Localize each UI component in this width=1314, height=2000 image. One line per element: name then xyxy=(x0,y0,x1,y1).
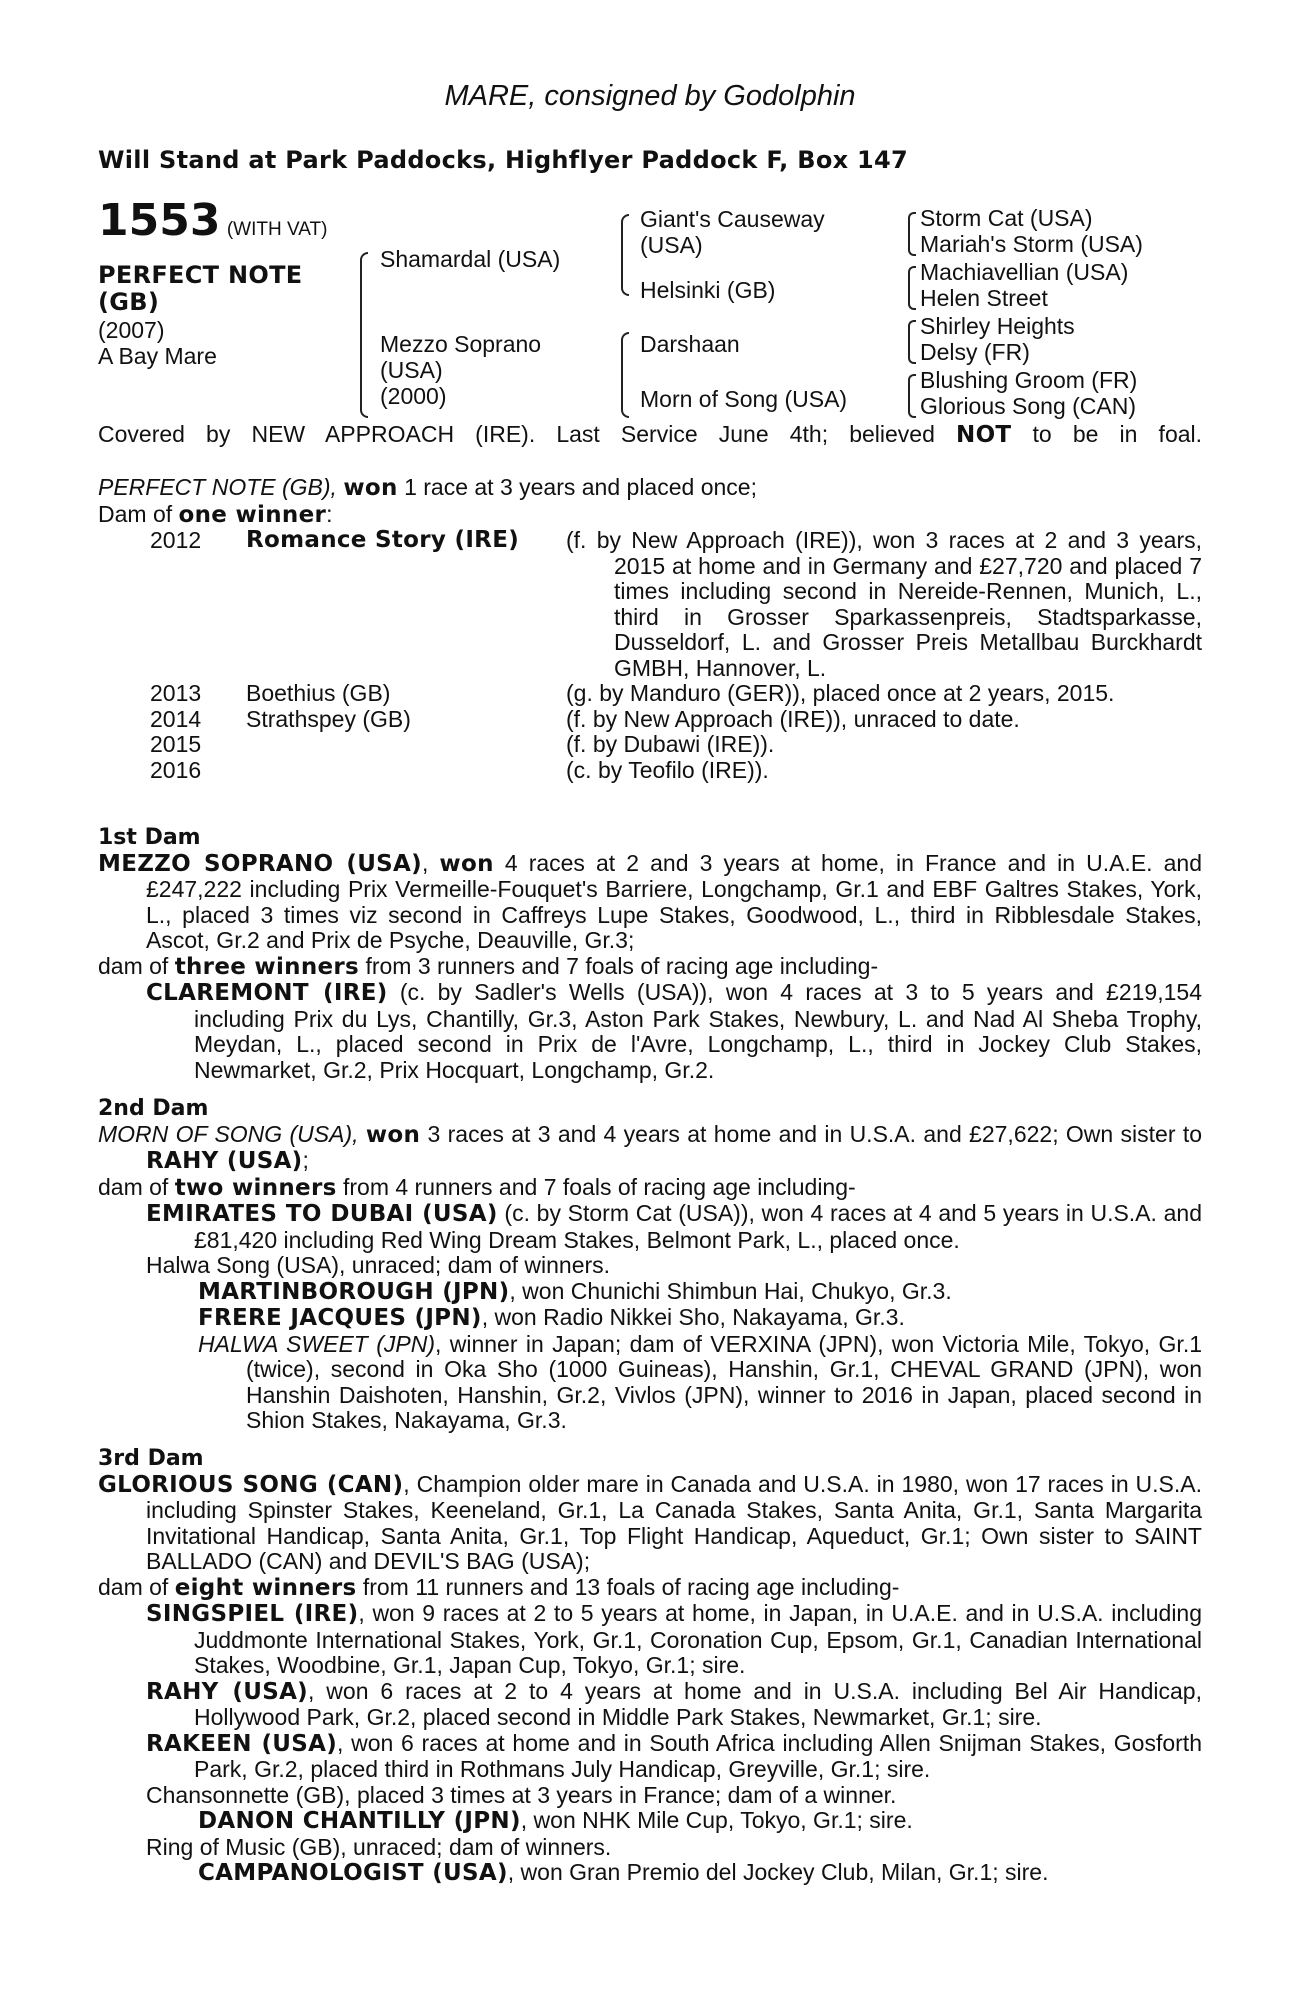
produce-details xyxy=(566,732,1202,758)
pedigree-sire-dam: Helsinki (GB) xyxy=(640,277,776,303)
sibling-name: RAHY (USA) xyxy=(146,1148,303,1174)
produce-details xyxy=(566,758,1202,784)
first-dam-heading: 1st Dam xyxy=(98,825,201,850)
horse-name: SINGSPIEL (IRE) xyxy=(146,1601,359,1627)
claremont-record xyxy=(146,980,1202,1083)
winner-count: two winners xyxy=(174,1174,337,1201)
third-dam-produce xyxy=(98,1575,1202,1602)
horse-record: , won 9 races at 2 to 5 years at home, in Japan, in U.A.E. and in U.S.A. including Juddmonte International Stakes, York, Gr.1, Coronation Cup, Epsom, Gr.1, Canadian International Stakes, Woodbine, Gr.1, Japan Cup, Tokyo, Gr.1; sire. xyxy=(194,1600,1203,1678)
winner-count: three winners xyxy=(174,953,360,980)
horse-name-line1: PERFECT NOTE xyxy=(98,261,303,289)
frere-jacques-entry xyxy=(98,1305,1202,1332)
produce-name: Strathspey (GB) xyxy=(246,705,411,732)
foal-count: from 3 runners and 7 foals of racing age including- xyxy=(365,952,879,979)
horse-record: , won NHK Mile Cup, Tokyo, Gr.1; sire. xyxy=(520,1807,913,1833)
halwa-sweet-record xyxy=(198,1332,1202,1434)
first-dam-text: 4 races at 2 and 3 years at home, in France and in U.A.E. and £247,222 including Prix Vermeille-Fouquet's Barriere, Longchamp, Gr.1 and EBF Galtres Stakes, York, L., placed 3 times viz second in Caffreys Lupe Stakes, Goodwood, L., third in Ribblesdale Stakes, Ascot, Gr.2 and Prix de Psyche, Deauville, Gr.3; xyxy=(146,849,1202,953)
pedigree-ss-country: (USA) xyxy=(640,232,703,258)
horse-name: DANON CHANTILLY (JPN) xyxy=(198,1808,521,1834)
pedigree-dss: Shirley Heights xyxy=(920,313,1075,339)
pedigree-brace-3a xyxy=(908,212,916,256)
second-dam-text: 3 races at 3 and 4 years at home and in U.S.A. and £27,622; Own sister to xyxy=(427,1120,1203,1147)
winner-count: eight winners xyxy=(174,1574,357,1601)
pedigree-sire-sire xyxy=(640,206,825,258)
horse-name: HALWA SWEET (JPN) xyxy=(198,1330,435,1357)
foal-count: from 4 runners and 7 foals of racing age including- xyxy=(342,1173,856,1200)
produce-details-text: (c. by Teofilo (IRE)). xyxy=(566,756,769,783)
produce-name: Boethius (GB) xyxy=(246,680,391,706)
martinborough-entry xyxy=(98,1279,1202,1306)
won-word: won xyxy=(365,1121,421,1148)
pedigree-ssd: Mariah's Storm (USA) xyxy=(920,231,1143,257)
horse-name-line2: (GB) xyxy=(98,288,160,316)
pedigree-sss: Storm Cat (USA) xyxy=(920,205,1093,231)
campanologist-entry xyxy=(98,1860,1202,1887)
pedigree-dsd: Delsy (FR) xyxy=(920,339,1030,365)
chansonnette-entry: Chansonnette (GB), placed 3 times at 3 years in France; dam of a winner. xyxy=(146,1781,897,1808)
claremont-entry xyxy=(98,980,1202,1083)
dam-of-label: dam of xyxy=(98,1173,169,1200)
pedigree-sds: Machiavellian (USA) xyxy=(920,259,1129,285)
horse-record: , won 6 races at 2 to 4 years at home and in U.S.A. including Bel Air Handicap, Hollywood Park, Gr.2, placed second in Middle Park Stakes, Newmarket, Gr.1; sire. xyxy=(194,1677,1202,1730)
horse-record: , won Radio Nikkei Sho, Nakayama, Gr.3. xyxy=(481,1304,905,1330)
rakeen-entry xyxy=(98,1731,1202,1783)
pedigree-brace-gen1 xyxy=(360,252,368,418)
pedigree-brace-3b xyxy=(908,266,916,310)
produce-details xyxy=(566,681,1202,707)
halwa-song-entry: Halwa Song (USA), unraced; dam of winners. xyxy=(146,1252,611,1278)
pedigree-brace-sire xyxy=(621,214,629,296)
horse-name: RAKEEN (USA) xyxy=(146,1730,338,1757)
pedigree-dam-year: (2000) xyxy=(380,383,447,409)
second-dam-name: MORN OF SONG (USA), xyxy=(98,1120,359,1147)
pedigree-sdd: Helen Street xyxy=(920,285,1048,311)
horse-name: EMIRATES TO DUBAI (USA) xyxy=(146,1201,498,1227)
dam-of-label: dam of xyxy=(98,952,169,979)
punct: ; xyxy=(302,1147,309,1173)
pedigree-brace-dam xyxy=(621,332,629,418)
singspiel-record xyxy=(146,1601,1202,1679)
won-word: won xyxy=(439,850,494,877)
covered-not: NOT xyxy=(956,422,1012,448)
race-record: 1 race at 3 years and placed once; xyxy=(404,474,757,500)
produce-year: 2015 xyxy=(150,731,202,757)
dam-of-label: dam of xyxy=(98,1573,169,1600)
produce-year: 2016 xyxy=(150,756,202,783)
rakeen-record xyxy=(146,1731,1202,1783)
rahy-entry xyxy=(98,1679,1202,1731)
produce-name xyxy=(246,758,566,784)
horse-name: CLAREMONT (IRE) xyxy=(146,980,388,1006)
pedigree-brace-3c xyxy=(908,320,916,364)
produce-row xyxy=(98,707,1202,733)
horse-name: RAHY (USA) xyxy=(146,1678,308,1705)
produce-details-text: (f. by New Approach (IRE)), unraced to date. xyxy=(566,705,1020,732)
covered-text: Covered by NEW APPROACH (IRE). Last Service June 4th; believed xyxy=(98,421,935,447)
lot-number-line xyxy=(98,195,328,246)
produce-row xyxy=(98,681,1202,707)
won-word: won xyxy=(343,475,398,501)
mare-name: PERFECT NOTE (GB), xyxy=(98,474,337,500)
third-dam-heading: 3rd Dam xyxy=(98,1446,204,1471)
covered-end: to be in foal. xyxy=(1032,421,1203,447)
produce-details-text: (g. by Manduro (GER)), placed once at 2 years, 2015. xyxy=(566,680,1115,706)
danon-chantilly-entry xyxy=(98,1808,1202,1835)
vat-note: (WITH VAT) xyxy=(226,219,328,240)
produce-row xyxy=(98,732,1202,758)
horse-name: MARTINBOROUGH (JPN) xyxy=(198,1278,510,1305)
page-title: MARE, consigned by Godolphin xyxy=(444,80,856,112)
ring-of-music-entry: Ring of Music (GB), unraced; dam of winners. xyxy=(146,1833,612,1860)
horse-description: A Bay Mare xyxy=(98,343,217,369)
produce-details xyxy=(566,528,1202,681)
third-dam-section xyxy=(98,1446,1202,1887)
pedigree-dam xyxy=(380,331,541,409)
second-dam-heading: 2nd Dam xyxy=(98,1096,209,1121)
pedigree-brace-3d xyxy=(908,374,916,418)
horse-record: , won Chunichi Shimbun Hai, Chukyo, Gr.3. xyxy=(509,1277,952,1304)
pedigree-dam-sire: Darshaan xyxy=(640,331,740,357)
produce-details xyxy=(566,707,1202,733)
pedigree-ddd: Glorious Song (CAN) xyxy=(920,393,1137,419)
produce-details-text: (f. by Dubawi (IRE)). xyxy=(566,731,775,757)
dam-of-label: Dam of xyxy=(98,500,173,527)
horse-name: FRERE JACQUES (JPN) xyxy=(198,1305,482,1331)
stand-location: Will Stand at Park Paddocks, Highflyer Paddock F, Box 147 xyxy=(98,146,909,174)
horse-name: CAMPANOLOGIST (USA) xyxy=(198,1860,508,1886)
horse-record: , winner in Japan; dam of VERXINA (JPN), won Victoria Mile, Tokyo, Gr.1 (twice), second in Oka Sho (1000 Guineas), Hanshin, Gr.1, CHEVAL GRAND (JPN), won Hanshin Daishoten, Hanshin, Gr.2, Vivlos (JPN), winner to 2016 in Japan, placed second in Shion Stakes, Nakayama, Gr.3. xyxy=(246,1330,1202,1433)
lot-number: 1553 xyxy=(98,195,221,246)
horse-record: , won 6 races at home and in South Africa including Allen Snijman Stakes, Gosforth Park, Gr.2, placed third in Rothmans July Handicap, Greyville, Gr.1; sire. xyxy=(194,1729,1202,1782)
produce-row xyxy=(98,758,1202,784)
produce-year: 2013 xyxy=(150,680,202,706)
halwa-sweet-entry xyxy=(98,1332,1202,1434)
pedigree-dds: Blushing Groom (FR) xyxy=(920,367,1138,393)
singspiel-entry xyxy=(98,1601,1202,1679)
colon: : xyxy=(326,500,333,527)
second-dam-section xyxy=(98,1096,1202,1434)
first-dam-name: MEZZO SOPRANO (USA) xyxy=(98,850,422,877)
emirates-entry xyxy=(98,1201,1202,1253)
third-dam-text: , Champion older mare in Canada and U.S.A. in 1980, won 17 races in U.S.A. including Spinster Stakes, Keeneland, Gr.1, La Canada Stakes, Santa Anita, Gr.1, Santa Margarita Invitational Handicap, Santa Anita, Gr.1, Top Flight Handicap, Aqueduct, Gr.1; Own sister to SAINT BALLADO (CAN) and DEVIL'S BAG (USA); xyxy=(146,1470,1202,1574)
horse-name xyxy=(98,262,302,316)
first-dam-produce xyxy=(98,954,1202,981)
third-dam-name: GLORIOUS SONG (CAN) xyxy=(98,1471,404,1498)
produce-name: Romance Story (IRE) xyxy=(246,527,520,553)
produce-year: 2014 xyxy=(150,705,202,732)
produce-name xyxy=(246,732,566,758)
horse-record: (c. by Sadler's Wells (USA)), won 4 races at 3 to 5 years and £219,154 including Prix du Lys, Chantilly, Gr.3, Aston Park Stakes, Newbury, L. and Nad Al Sheba Trophy, Meydan, L., placed second in Prix de l'Avre, Longchamp, L., third in Jockey Club Stakes, Newmarket, Gr.2, Prix Hocquart, Longchamp, Gr.2. xyxy=(194,979,1202,1083)
produce-dam-of xyxy=(98,502,1202,529)
second-dam-produce xyxy=(98,1175,1202,1202)
produce-details-text: (f. by New Approach (IRE)), won 3 races at 2 and 3 years, 2015 at home and in Germany and £27,720 and placed 7 times including second in Nereide-Rennen, Munich, L., third in Grosser Sparkassenpreis, Stadtsparkasse, Dusseldorf, L. and Grosser Preis Metallbau Burckhardt GMBH, Hannover, L. xyxy=(566,527,1202,681)
horse-record: , won Gran Premio del Jockey Club, Milan, Gr.1; sire. xyxy=(507,1859,1049,1885)
pedigree-sire: Shamardal (USA) xyxy=(380,246,561,272)
pedigree-dam-country: (USA) xyxy=(380,357,443,383)
pedigree-dam-dam: Morn of Song (USA) xyxy=(640,386,848,412)
produce-list xyxy=(98,528,1202,783)
horse-details xyxy=(98,317,217,369)
produce-year: 2012 xyxy=(150,527,202,553)
third-dam-record xyxy=(98,1472,1202,1575)
produce-row xyxy=(98,528,1202,681)
foaling-year: (2007) xyxy=(98,317,165,343)
covered-statement xyxy=(98,422,1202,449)
produce-section xyxy=(98,475,1202,783)
pedigree-dam-name: Mezzo Soprano xyxy=(380,331,542,357)
horse-record: (c. by Storm Cat (USA)), won 4 races at 4 and 5 years in U.S.A. and £81,420 including Red Wing Dream Stakes, Belmont Park, L., placed once. xyxy=(194,1200,1202,1253)
foal-count: from 11 runners and 13 foals of racing age including- xyxy=(362,1573,900,1600)
first-dam-section xyxy=(98,825,1202,1083)
pedigree-ss-name: Giant's Causeway xyxy=(640,206,825,232)
rahy-record xyxy=(146,1679,1202,1731)
produce-intro xyxy=(98,475,1202,502)
first-dam-record: MEZZO SOPRANO (USA), won 4 races at 2 and 3 years at home, in France and in U.A.E. and £247,222 including Prix Vermeille-Fouquet's Barriere, Longchamp, Gr.1 and EBF Galtres Stakes, York, L., placed 3 times viz second in Caffreys Lupe Stakes, Goodwood, L., third in Ribblesdale Stakes, Ascot, Gr.2 and Prix de Psyche, Deauville, Gr.3; xyxy=(98,849,1202,953)
winner-count: one winner xyxy=(178,501,327,528)
second-dam-record xyxy=(98,1122,1202,1175)
emirates-record xyxy=(146,1201,1202,1253)
